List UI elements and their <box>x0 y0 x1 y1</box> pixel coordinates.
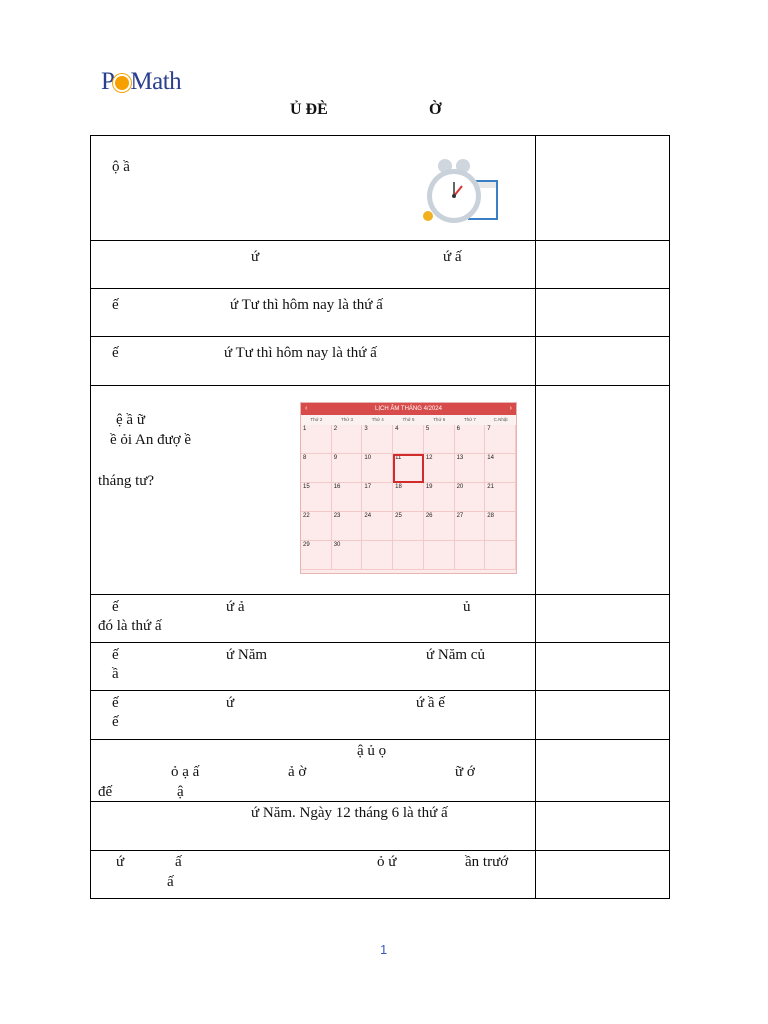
calendar-day: 29 <box>301 541 332 570</box>
calendar-day: 19 <box>424 483 455 512</box>
calendar-day: 22 <box>301 512 332 541</box>
calendar-day: 25 <box>393 512 424 541</box>
calendar-day: 12 <box>424 454 455 483</box>
calendar-day: 20 <box>455 483 486 512</box>
calendar-day: 18 <box>393 483 424 512</box>
chevron-right-icon: › <box>509 405 512 412</box>
calendar-day: 24 <box>362 512 393 541</box>
chevron-left-icon: ‹ <box>305 405 308 412</box>
answer-cell[interactable] <box>536 337 670 386</box>
calendar-weekday: Thứ 7 <box>463 417 476 422</box>
calendar-day: 1 <box>301 425 332 454</box>
calendar-day: 15 <box>301 483 332 512</box>
answer-cell[interactable] <box>536 241 670 289</box>
table-row: ậ ủ ọ ỏ ạ ấ ả ờ ữ ớ đế ậ <box>91 740 670 802</box>
answer-cell[interactable] <box>536 136 670 241</box>
calendar-day: 11 <box>393 454 424 483</box>
calendar-day: 8 <box>301 454 332 483</box>
table-row: ế ứ Tư thì hôm nay là thứ ấ <box>91 289 670 337</box>
calendar-header: ‹ LỊCH ÂM THÁNG 4/2024 › <box>301 403 516 415</box>
table-row: ộ ầ <box>91 136 670 241</box>
answer-cell[interactable] <box>536 643 670 691</box>
calendar-empty-cell <box>424 541 455 570</box>
calendar-empty-cell <box>362 541 393 570</box>
calendar-weekday: Thứ 3 <box>341 417 354 422</box>
page-number: 1 <box>380 942 388 957</box>
calendar-day: 9 <box>332 454 363 483</box>
calendar-weekdays <box>301 415 516 425</box>
calendar-day: 23 <box>332 512 363 541</box>
table-row: ứ ứ ấ <box>91 241 670 289</box>
table-row: ứ ấ ỏ ứ ần trướ ấ <box>91 851 670 899</box>
pomath-logo: P Math <box>101 68 182 95</box>
calendar-empty-cell <box>455 541 486 570</box>
answer-cell[interactable] <box>536 802 670 851</box>
calendar-empty-cell <box>393 541 424 570</box>
answer-cell[interactable] <box>536 289 670 337</box>
calendar-day: 2 <box>332 425 363 454</box>
lunar-calendar-image <box>300 402 517 574</box>
calendar-day: 10 <box>362 454 393 483</box>
calendar-day: 3 <box>362 425 393 454</box>
answer-cell[interactable] <box>536 691 670 740</box>
answer-cell[interactable] <box>536 595 670 643</box>
alarm-clock-icon <box>418 158 502 224</box>
calendar-day: 27 <box>455 512 486 541</box>
calendar-weekday: C.Nhật <box>493 417 508 422</box>
calendar-day: 14 <box>485 454 516 483</box>
calendar-day: 13 <box>455 454 486 483</box>
calendar-weekday: Thứ 2 <box>310 417 323 422</box>
table-row: ế ứ ứ ầ ế ế <box>91 691 670 740</box>
calendar-weekday: Thứ 4 <box>371 417 384 422</box>
calendar-empty-cell <box>485 541 516 570</box>
table-row: ế ứ ả ủ đó là thứ ấ <box>91 595 670 643</box>
answer-cell[interactable] <box>536 386 670 595</box>
calendar-day: 26 <box>424 512 455 541</box>
calendar-day: 5 <box>424 425 455 454</box>
calendar-weekday: Thứ 6 <box>433 417 446 422</box>
calendar-grid <box>301 425 516 570</box>
calendar-day: 28 <box>485 512 516 541</box>
table-row: ệ ầ ữ ề ỏi An đượ ề tháng tư? <box>91 386 670 595</box>
answer-cell[interactable] <box>536 851 670 899</box>
calendar-day: 17 <box>362 483 393 512</box>
answer-cell[interactable] <box>536 740 670 802</box>
calendar-day: 21 <box>485 483 516 512</box>
sun-icon <box>115 76 129 90</box>
calendar-day: 7 <box>485 425 516 454</box>
calendar-day: 6 <box>455 425 486 454</box>
calendar-day: 4 <box>393 425 424 454</box>
calendar-day: 16 <box>332 483 363 512</box>
calendar-day: 30 <box>332 541 363 570</box>
table-row: ứ Năm. Ngày 12 tháng 6 là thứ ấ <box>91 802 670 851</box>
calendar-weekday: Thứ 5 <box>402 417 415 422</box>
table-row: ế ứ Tư thì hôm nay là thứ ấ <box>91 337 670 386</box>
table-row: ế ứ Năm ứ Năm củ ầ <box>91 643 670 691</box>
